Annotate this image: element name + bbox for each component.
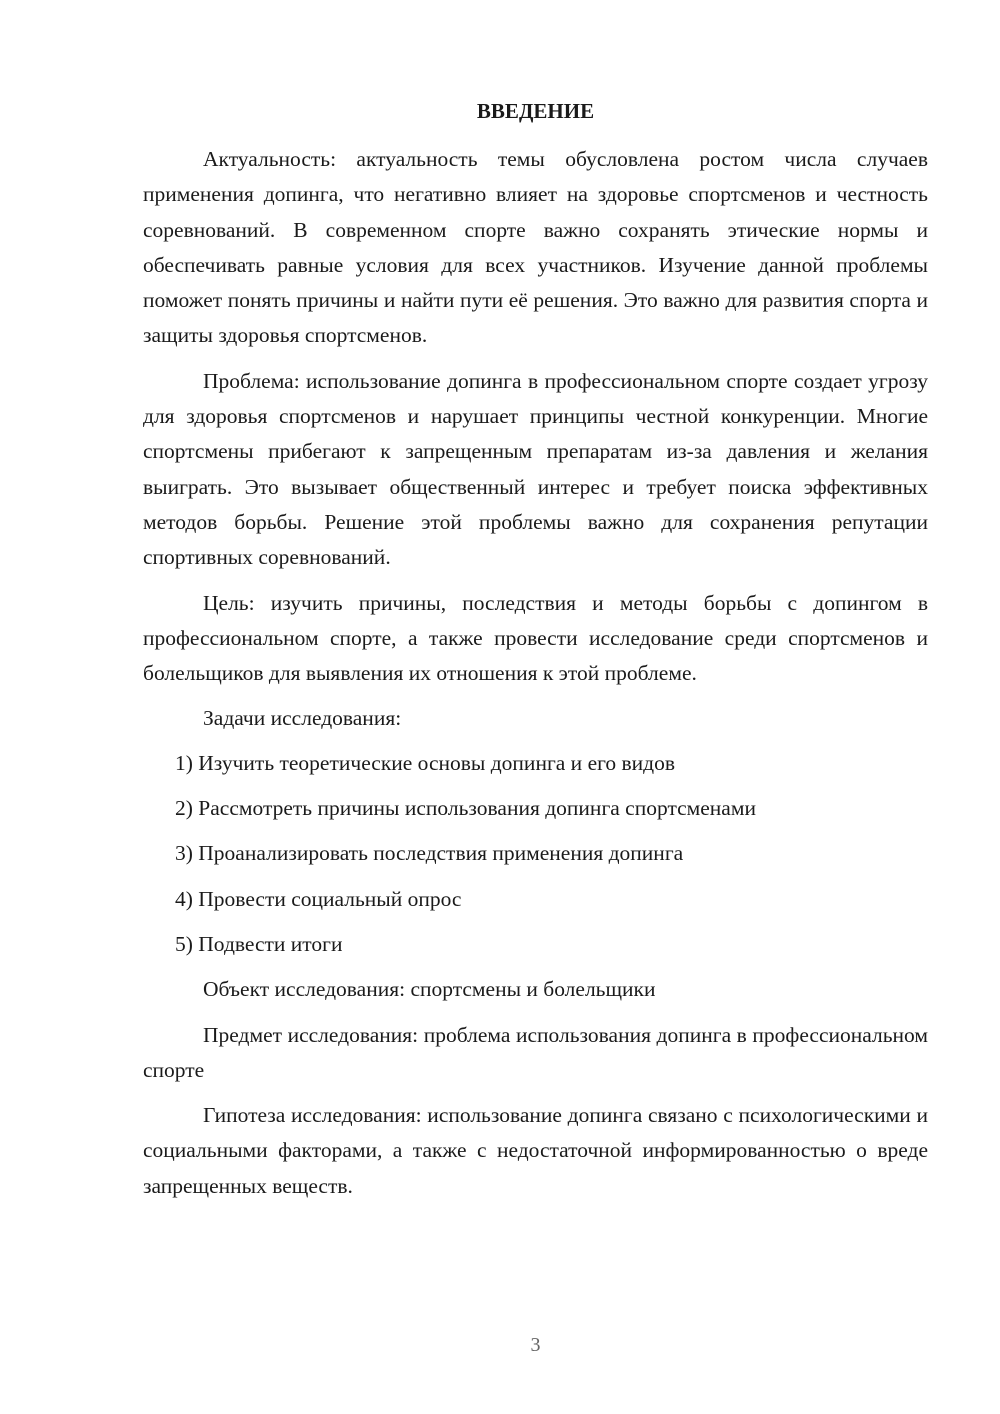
paragraph-problem: Проблема: использование допинга в профессиональном спорте создает угрозу для здоровья спортсменов и нарушает принципы честной конкуренции. Многие спортсмены прибегают к запрещенным препаратам из-за давления и желания выиграть. Это вызывает общественный интерес и требует поиска эффективных методов борьбы. Решение этой проблемы важно для сохранения репутации спортивных соревнований. xyxy=(143,368,928,570)
section-heading: ВВЕДЕНИЕ xyxy=(476,99,595,123)
paragraph-hypothesis: Гипотеза исследования: использование допинга связано с психологическими и социальными факторами, а также с недостаточной информированностью о вреде запрещенных веществ. xyxy=(143,1103,928,1198)
document-body xyxy=(143,142,928,1214)
tasks-title: Задачи исследования: xyxy=(203,706,402,731)
list-item: 5) Подвести итоги xyxy=(175,931,343,956)
paragraph-relevance: Актуальность: актуальность темы обусловлена ростом числа случаев применения допинга, что негативно влияет на здоровье спортсменов и честность соревнований. В современном спорте важно сохранять этические нормы и обеспечивать равные условия для всех участников. Изучение данной проблемы поможет понять причины и найти пути её решения. Это важно для развития спорта и защиты здоровья спортсменов. xyxy=(143,147,928,348)
tasks-list xyxy=(143,746,928,962)
paragraph-goal: Цель: изучить причины, последствия и методы борьбы с допингом в профессиональном спорте, а также провести исследование среди спортсменов и болельщиков для выявления их отношения к этой проблеме. xyxy=(143,590,928,686)
list-item: 3) Проанализировать последствия применения допинга xyxy=(175,841,684,866)
list-item: 1) Изучить теоретические основы допинга и его видов xyxy=(175,750,676,775)
paragraph-object: Объект исследования: спортсмены и болельщики xyxy=(203,977,656,1002)
list-item: 4) Провести социальный опрос xyxy=(175,886,462,911)
paragraph-subject: Предмет исследования: проблема использования допинга в профессиональном спорте xyxy=(143,1022,928,1082)
page-number: 3 xyxy=(530,1334,541,1356)
list-item: 2) Рассмотреть причины использования допинга спортсменами xyxy=(175,796,756,821)
